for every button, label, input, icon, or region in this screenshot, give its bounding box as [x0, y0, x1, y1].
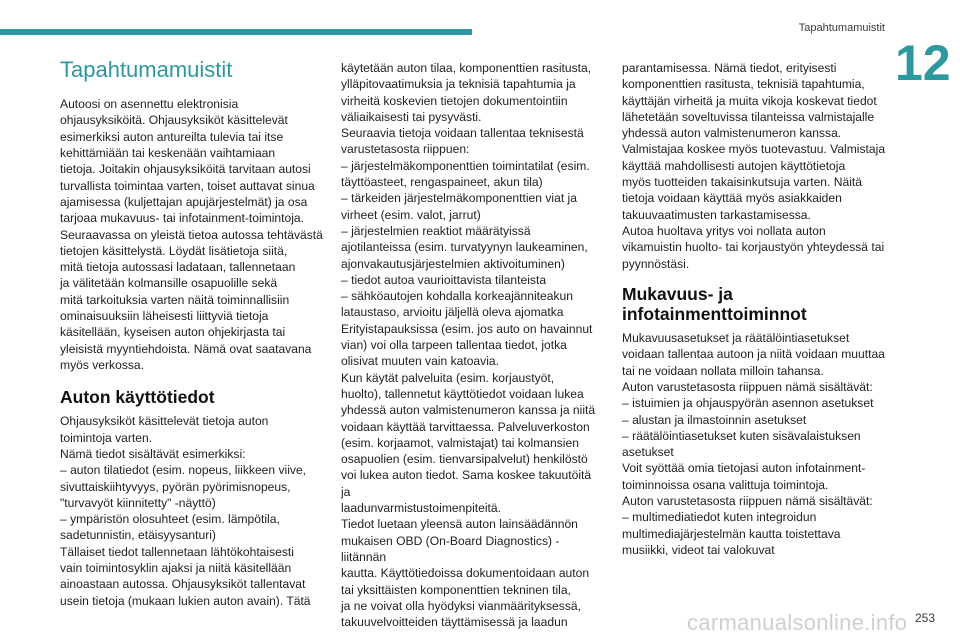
text-line: tietojen käsittelystä. Löydät lisätietoja siitä, [60, 243, 288, 258]
text-line: multimediajärjestelmän kautta toistettava [622, 526, 841, 541]
text-line: Tiedot luetaan yleensä auton lainsäädännön [341, 517, 578, 532]
text-line: asetukset [622, 445, 674, 460]
text-line: täyttöasteet, rengaspaineet, akun tila) [341, 175, 543, 190]
text-line: Erityistapauksissa (esim. jos auto on havainnut [341, 321, 593, 336]
text-line: tietoja voidaan käyttää myös asiakkaiden [622, 191, 842, 206]
text-line: huolto), tallennetut käyttötiedot voidaan lukea [341, 386, 584, 401]
text-line: (esim. korjaamot, valmistajat) tai kolmansien [341, 435, 579, 450]
text-line: myös tuotteiden takaisinkutsuja varten. Näitä [622, 175, 862, 190]
text-line: – tiedot autoa vaurioittavista tilanteista [341, 272, 547, 287]
text-line: ainoastaan autossa. Ohjausyksiköt tallentavat [60, 577, 306, 592]
text-line: ajamisessa (kuljettajan apujärjestelmät) ja osa [60, 194, 308, 209]
text-line: – järjestelmäkomponenttien toimintatilat (esim. [341, 158, 590, 173]
page-number: 253 [915, 611, 936, 625]
text-line: Mukavuusasetukset ja räätälöintiasetukset [622, 331, 850, 346]
text-line: mitä tarkoituksia varten näitä toiminnallisiin [60, 292, 290, 307]
text-line: Ohjausyksiköt käsittelevät tietoja auton [60, 414, 269, 429]
text-line: yleisistä myyntiehdoista. Nämä ovat saatavana [60, 341, 312, 356]
text-line: – multimediatiedot kuten integroidun [622, 510, 817, 525]
text-line: Seuraavia tietoja voidaan tallentaa teknisestä [341, 126, 584, 141]
text-line: ajonvakautusjärjestelmien aktivoituminen) [341, 256, 565, 271]
text-line: tarjoaa mukavuus- tai infotainment-toimintoja. [60, 211, 305, 226]
text-line: mitä tietoja autossasi ladataan, tallennetaan [60, 260, 296, 275]
text-line: toimintoja varten. [60, 430, 153, 445]
text-line: – auton tilatiedot (esim. nopeus, liikkeen viive, [60, 463, 307, 478]
column-2 [341, 60, 603, 630]
text-line: – ympäristön olosuhteet (esim. lämpötila, [60, 512, 280, 527]
text-line: kehittämiään tai keskenään vaihtamiaan [60, 146, 276, 161]
text-line: – järjestelmien reaktiot määrätyissä [341, 223, 531, 238]
text-line: Nämä tiedot sisältävät esimerkiksi: [60, 446, 246, 461]
manufacturer-paragraph [622, 60, 892, 272]
text-line: ominaisuuksiin läheisesti liittyviä tietoja [60, 309, 269, 324]
text-line: voidaan käyttää tarvittaessa. Palveluverkoston [341, 419, 590, 434]
text-line: komponenttien rasitusta, teknisiä tapahtumia, [622, 77, 865, 92]
text-line: vian) voi olla tarpeen tallentaa tiedot, jotka [341, 338, 567, 353]
text-line: Voit syöttää omia tietojasi auton infotainment- [622, 461, 866, 476]
text-line: väliaikaisesti tai pysyvästi. [341, 109, 482, 124]
watermark: carmanualsonline.info [687, 610, 908, 635]
text-line: Autoosi on asennettu elektronisia [60, 97, 239, 112]
text-line: yhdessä auton valmistenumeron kanssa. [622, 126, 842, 141]
column-3 [622, 60, 892, 558]
text-line: käyttää mahdollisesti autojen käyttötietoja [622, 158, 846, 173]
text-line: "turvavyöt kiinnitetty" -näyttö) [60, 495, 216, 510]
chapter-number: 12 [895, 35, 951, 91]
text-line: vikamuistin huolto- tai korjaustyön yhteydessä tai [622, 240, 885, 255]
text-line: varustetasosta riippuen: [341, 142, 470, 157]
text-line: Autoa huoltava yritys voi nollata auton [622, 223, 826, 238]
intro-paragraph [60, 96, 325, 373]
text-line: virheet (esim. valot, jarrut) [341, 207, 481, 222]
text-line: sivuttaiskiihtyvyys, pyörän pyörimisnopeus, [60, 479, 291, 494]
text-line: turvallista toimintaa varten, toiset auttavat sinua [60, 178, 315, 193]
text-line: ohjausyksiköitä. Ohjausyksiköt käsittelevät [60, 113, 288, 128]
text-line: takuuvelvoitteiden täyttämisessä ja laadun [341, 615, 568, 630]
text-line: myös verkossa. [60, 357, 145, 372]
text-line: Valmistajaa koskee myös tuotevastuu. Valmistaja [622, 142, 886, 157]
text-line: toiminnoissa osana valittuja toimintoja. [622, 477, 829, 492]
text-line: – istuimien ja ohjauspyörän asennon asetukset [622, 396, 874, 411]
text-line: käsitellään, kyseisen auton ohjekirjasta tai [60, 325, 286, 340]
text-line: – sähköautojen kohdalla korkeajänniteakun [341, 289, 573, 304]
text-line: Auton varustetasosta riippuen nämä sisältävät: [622, 380, 873, 394]
column-1 [60, 58, 325, 609]
text-line: esimerkiksi auton antureilta tulevia tai itse [60, 129, 284, 144]
text-line: lataustaso, arvioitu jäljellä oleva ajomatka [341, 305, 564, 320]
text-line: laadunvarmistustoimenpiteitä. [341, 501, 501, 516]
text-line: – räätälöintiasetukset kuten sisävalaistuksen [622, 428, 861, 443]
text-line: tai ne voidaan nollata milloin tahansa. [622, 363, 824, 378]
text-line: pyynnöstäsi. [622, 256, 690, 271]
heading-line: infotainmenttoiminnot [622, 303, 807, 324]
text-line: ja välitetään kolmansille osapuolille sekä [60, 276, 278, 291]
text-line: Auton varustetasosta riippuen nämä sisältävät: [622, 494, 873, 509]
text-line: usein tietoja (mukaan lukien auton avain). Tätä [60, 593, 311, 608]
text-line: olisivat muuten vain katoavia. [341, 354, 499, 369]
text-line: tietoja. Joitakin ohjausyksiköitä tarvitaan autosi [60, 162, 311, 177]
text-line: Tällaiset tiedot tallennetaan lähtökohtaisesti [60, 544, 294, 559]
text-line: kautta. Käyttötiedoissa dokumentoidaan auton [341, 566, 590, 581]
text-line: – tärkeiden järjestelmäkomponenttien viat ja [341, 191, 577, 206]
text-line: yhdessä auton valmistenumeron kanssa ja niitä [341, 403, 596, 418]
text-line: mukaisen OBD (On-Board Diagnostics) -liitännän [341, 533, 560, 564]
header-accent-bar [0, 29, 472, 35]
text-line: Kun käytät palveluita (esim. korjaustyöt, [341, 370, 555, 385]
text-line: parantamisessa. Nämä tiedot, erityisesti [622, 61, 837, 75]
page-title: Tapahtumamuistit [60, 57, 233, 82]
text-line: voidaan tallentaa autoon ja niitä voidaan muuttaa [622, 347, 885, 362]
comfort-paragraph [622, 330, 892, 558]
vehicle-data-paragraph [60, 413, 325, 609]
text-line: takuuvaatimusten tarkastamisessa. [622, 207, 811, 222]
heading-line: Mukavuus- ja [622, 283, 733, 304]
text-line: voi lukea auton tiedot. Sama koskee takuutöitä ja [341, 468, 592, 499]
text-line: musiikki, videot tai valokuvat [622, 542, 775, 557]
text-line: sadetunnistin, etäisyysanturi) [60, 528, 216, 543]
text-line: osapuolien (esim. tienvarsipalvelut) henkilöstö [341, 452, 588, 467]
section-heading-comfort-infotainment [622, 284, 892, 324]
text-line: lähetetään soveltuvissa tilanteissa valmistajalle [622, 109, 875, 124]
text-line: käyttäjän virheitä ja muita vikoja koskevat tiedot [622, 93, 877, 108]
text-line: käytetään auton tilaa, komponenttien rasitusta, [341, 61, 592, 75]
text-line: tai yksittäisten komponenttien tekninen tila, [341, 582, 571, 597]
text-line: ajotilanteissa (esim. turvatyynyn laukeaminen, [341, 240, 588, 255]
text-line: ja ne voivat olla hyödyksi vianmäärityksessä, [341, 598, 581, 613]
running-header-title: Tapahtumamuistit [798, 22, 885, 34]
text-line: Seuraavassa on yleistä tietoa autossa tehtävästä [60, 227, 323, 242]
text-line: ylläpitovaatimuksia ja teknisiä tapahtumia ja [341, 77, 576, 92]
text-line: virheitä koskevien tietojen dokumentointiin [341, 93, 568, 108]
text-line: vain toimintosyklin ajaksi ja niitä käsitellään [60, 561, 292, 576]
section-heading-vehicle-data: Auton käyttötiedot [60, 387, 215, 408]
text-line: – alustan ja ilmastoinnin asetukset [622, 412, 807, 427]
